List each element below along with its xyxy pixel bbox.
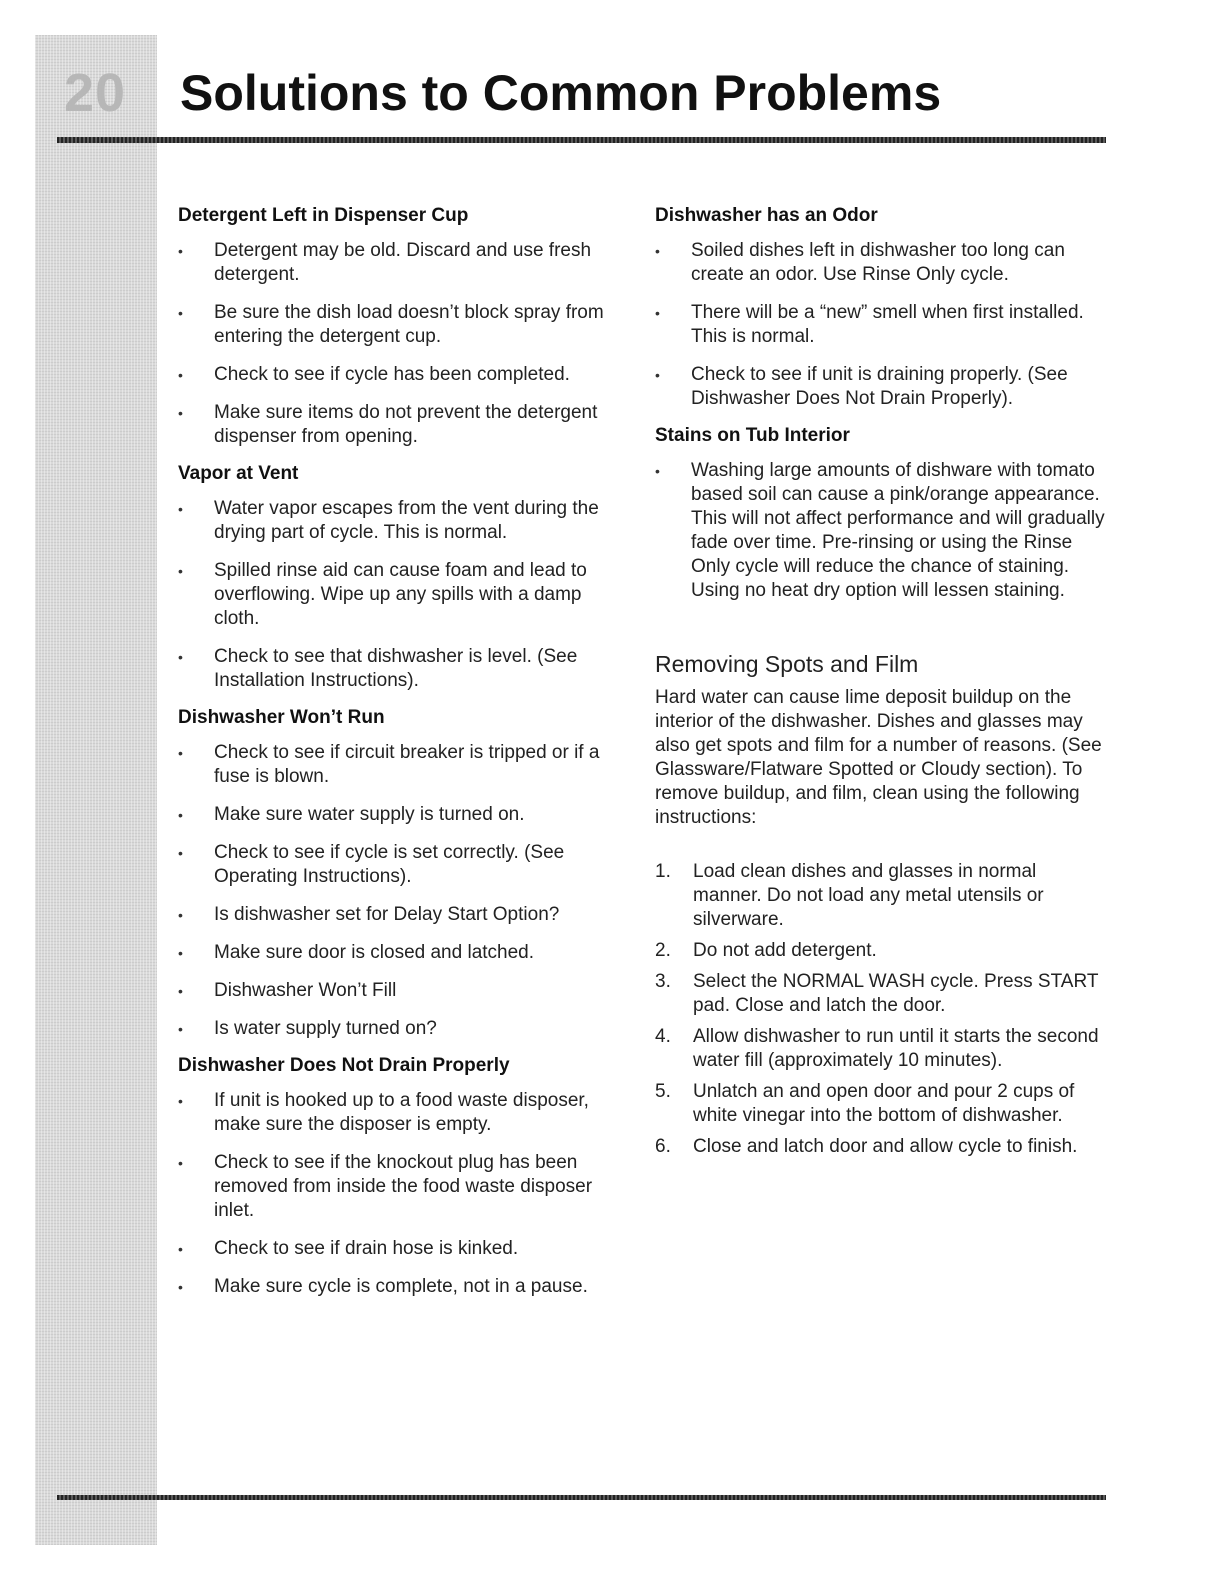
step-number: 2. — [655, 940, 671, 961]
section-heading: Dishwasher Does Not Drain Properly — [178, 1055, 510, 1076]
list-item: • Spilled rinse aid can cause foam and lead to overflowing. Wipe up any spills with a damp cloth. — [178, 559, 628, 631]
list-item: • Check to see if the knockout plug has been removed from inside the food waste disposer inlet. — [178, 1151, 628, 1223]
section-heading: Detergent Left in Dispenser Cup — [178, 205, 469, 226]
header-rule — [57, 137, 1106, 143]
step-item — [655, 1080, 1105, 1128]
step-item — [655, 970, 1105, 1018]
section-heading: Stains on Tub Interior — [655, 425, 850, 446]
step-number: 4. — [655, 1026, 671, 1047]
section-heading: Dishwasher has an Odor — [655, 205, 878, 226]
list-item: • Dishwasher Won’t Fill — [178, 979, 628, 1003]
step-item — [655, 939, 1105, 963]
bullet-list — [655, 239, 1105, 411]
page-title: Solutions to Common Problems — [180, 65, 942, 121]
bullet-list — [178, 239, 628, 449]
list-item: • Check to see if drain hose is kinked. — [178, 1237, 628, 1261]
list-item: • Check to see if cycle has been completed. — [178, 363, 628, 387]
list-item: • Make sure water supply is turned on. — [178, 803, 628, 827]
step-number: 1. — [655, 861, 671, 882]
step-text: Unlatch an and open door and pour 2 cups of white vinegar into the bottom of dishwasher. — [693, 1081, 1075, 1126]
section-does-not-drain — [178, 1055, 628, 1299]
step-number: 3. — [655, 971, 671, 992]
list-item: • Is dishwasher set for Delay Start Option? — [178, 903, 628, 927]
step-text: Close and latch door and allow cycle to finish. — [693, 1136, 1078, 1157]
step-number: 6. — [655, 1136, 671, 1157]
list-item: • Make sure door is closed and latched. — [178, 941, 628, 965]
section-removing-spots — [655, 651, 1105, 1159]
step-text: Select the NORMAL WASH cycle. Press START pad. Close and latch the door. — [693, 971, 1099, 1016]
list-item: • If unit is hooked up to a food waste disposer, make sure the disposer is empty. — [178, 1089, 628, 1137]
list-item: • Is water supply turned on? — [178, 1017, 628, 1041]
step-text: Allow dishwasher to run until it starts the second water fill (approximately 10 minutes). — [693, 1026, 1099, 1071]
section-vapor-at-vent — [178, 463, 628, 693]
footer-rule — [57, 1495, 1106, 1500]
bullet-list — [178, 1089, 628, 1299]
section-heading: Dishwasher Won’t Run — [178, 707, 385, 728]
numbered-steps — [655, 860, 1105, 1159]
list-item: • Water vapor escapes from the vent during the drying part of cycle. This is normal. — [178, 497, 628, 545]
list-item: • Make sure items do not prevent the detergent dispenser from opening. — [178, 401, 628, 449]
left-column — [178, 205, 628, 1313]
intro-paragraph: Hard water can cause lime deposit buildup on the interior of the dishwasher. Dishes and glasses may also get spots and film for a number of reasons. (See Glassware/Flatware Spotted or Cloudy section). To remove buildup, and film, clean using the following instructions: — [655, 687, 1102, 828]
step-item — [655, 1025, 1105, 1073]
list-item: • Make sure cycle is complete, not in a pause. — [178, 1275, 628, 1299]
step-text: Do not add detergent. — [693, 940, 877, 961]
section-wont-run — [178, 707, 628, 1041]
list-item: • Check to see if circuit breaker is tripped or if a fuse is blown. — [178, 741, 628, 789]
page-number: 20 — [63, 63, 127, 123]
list-item: • Detergent may be old. Discard and use fresh detergent. — [178, 239, 628, 287]
right-column — [655, 205, 1105, 1166]
step-item — [655, 860, 1105, 932]
section-odor — [655, 205, 1105, 411]
bullet-list — [655, 459, 1105, 603]
bullet-list — [178, 741, 628, 1041]
list-item: • Check to see that dishwasher is level. (See Installation Instructions). — [178, 645, 628, 693]
section-stains — [655, 425, 1105, 603]
step-item — [655, 1135, 1105, 1159]
list-item: • There will be a “new” smell when first installed. This is normal. — [655, 301, 1105, 349]
list-item: • Be sure the dish load doesn’t block spray from entering the detergent cup. — [178, 301, 628, 349]
section-heading: Vapor at Vent — [178, 463, 299, 484]
list-item: • Washing large amounts of dishware with tomato based soil can cause a pink/orange appearance. This will not affect performance and will gradually fade over time. Pre-rinsing or using the Rinse Only cycle will reduce the chance of staining. Using no heat dry option will lessen staining. — [655, 459, 1105, 603]
page-sidebar-band — [35, 35, 157, 1545]
bullet-list — [178, 497, 628, 693]
list-item: • Check to see if unit is draining properly. (See Dishwasher Does Not Drain Properly). — [655, 363, 1105, 411]
step-number: 5. — [655, 1081, 671, 1102]
list-item: • Soiled dishes left in dishwasher too long can create an odor. Use Rinse Only cycle. — [655, 239, 1105, 287]
section-detergent-left — [178, 205, 628, 449]
step-text: Load clean dishes and glasses in normal manner. Do not load any metal utensils or silverware. — [693, 861, 1044, 930]
list-item: • Check to see if cycle is set correctly. (See Operating Instructions). — [178, 841, 628, 889]
subsection-heading: Removing Spots and Film — [655, 651, 919, 677]
